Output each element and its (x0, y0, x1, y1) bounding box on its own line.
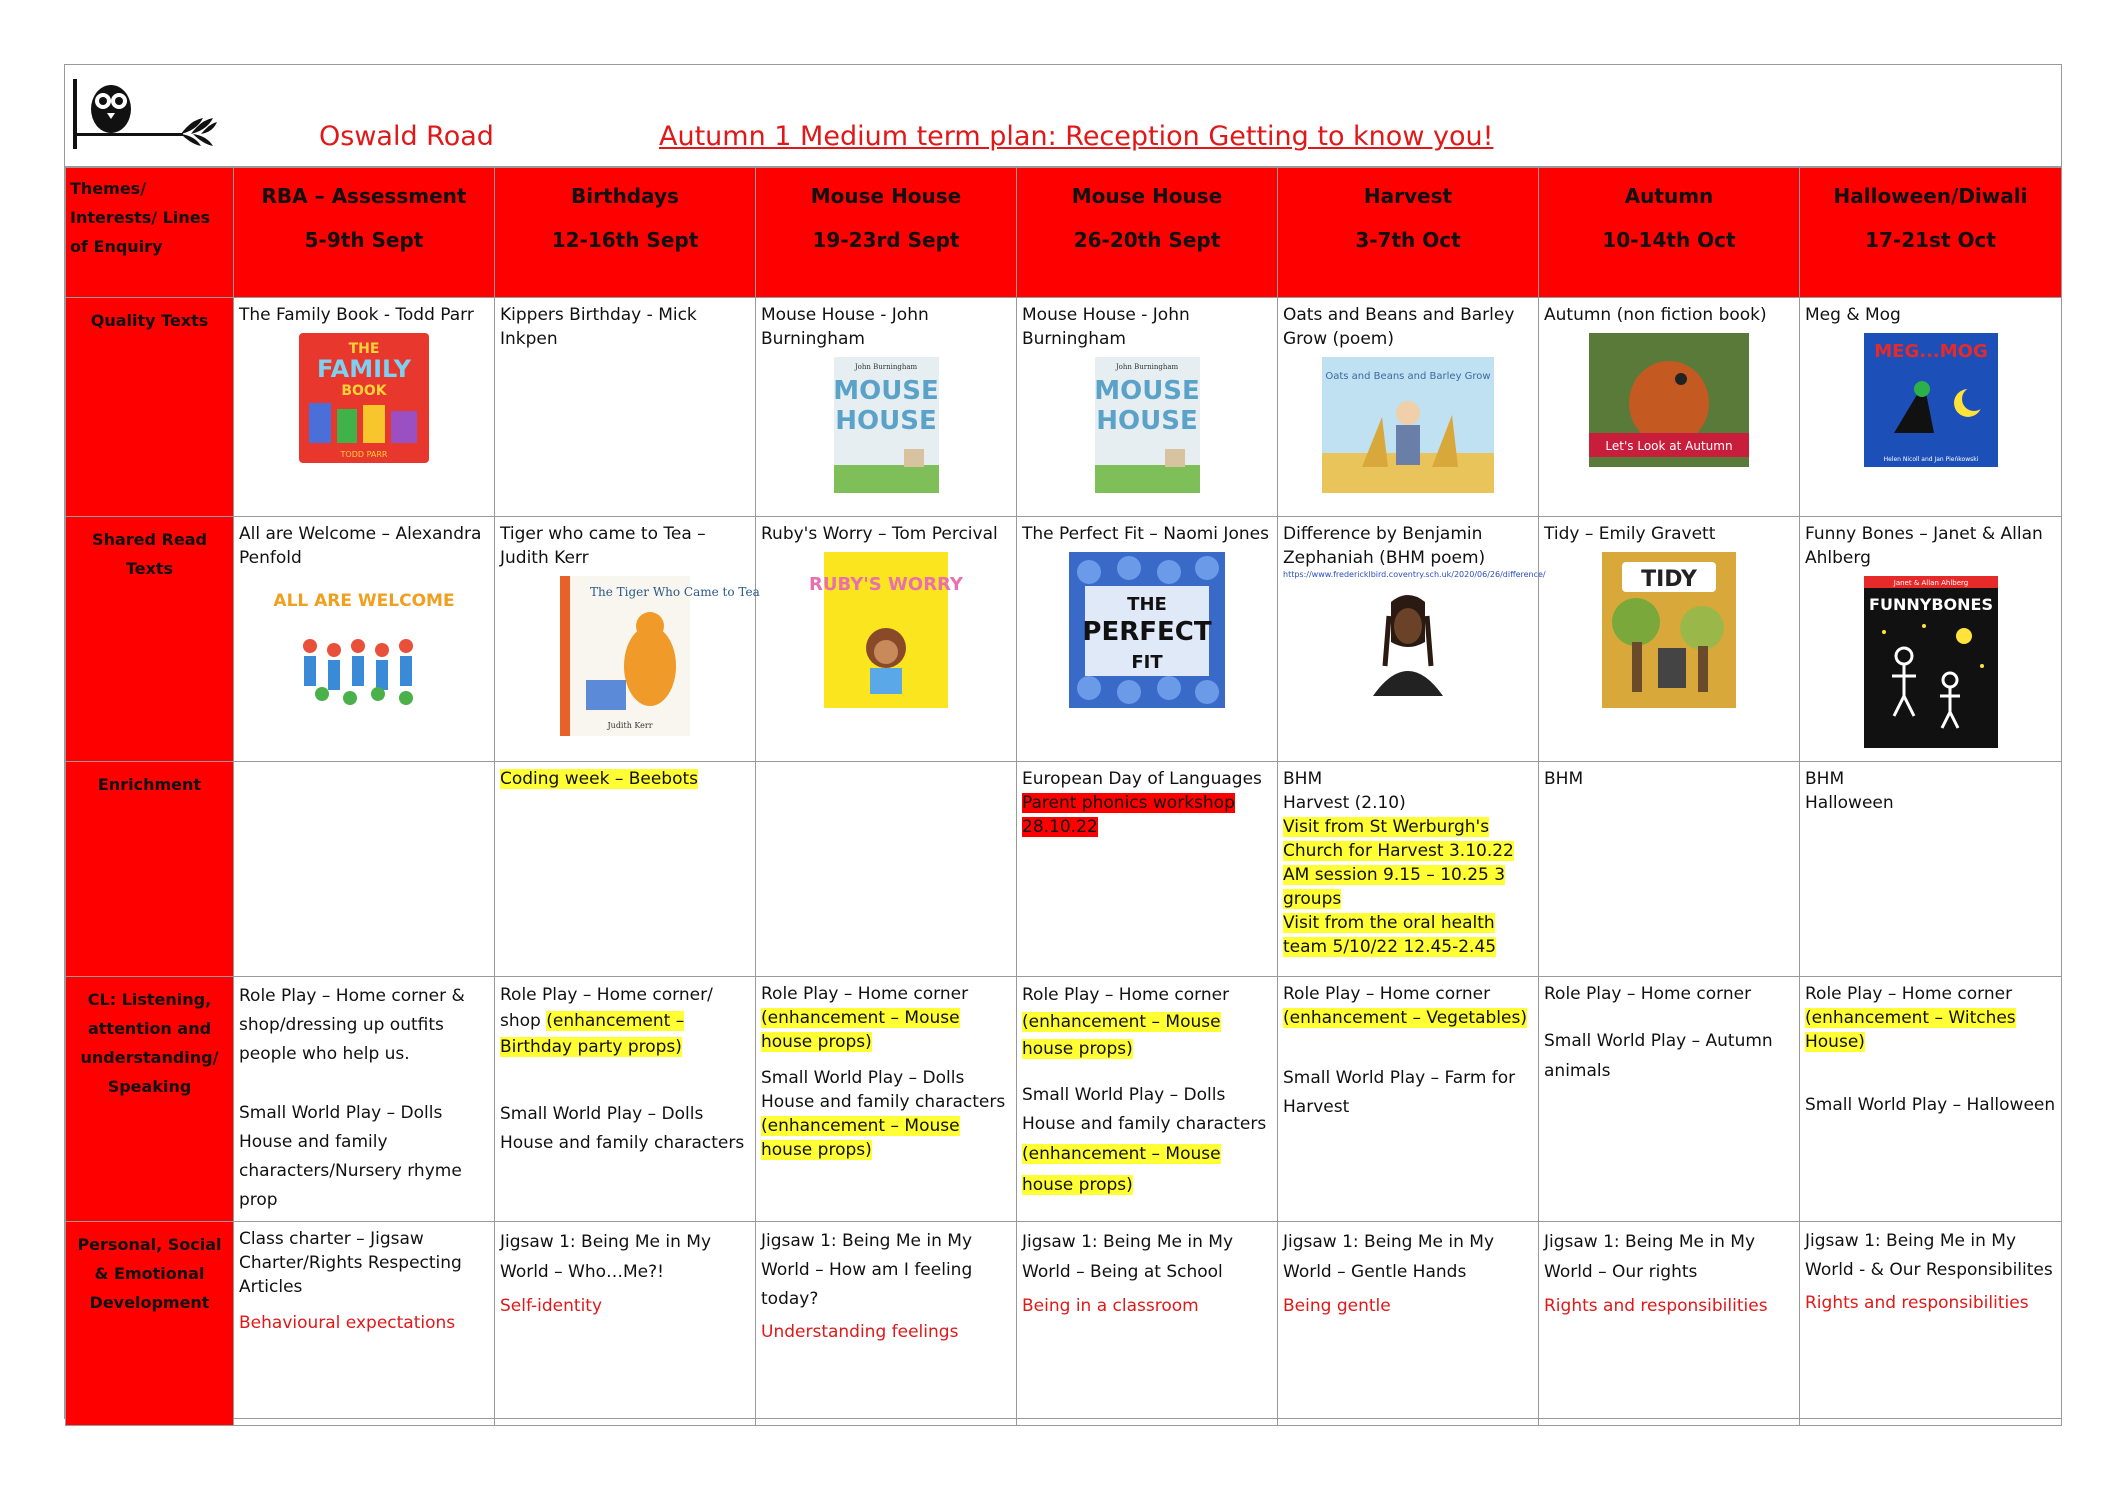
psed-text: Class charter – Jigsaw Charter/Rights Respecting Articles (239, 1229, 462, 1297)
cover-text: Oats and Beans and Barley Grow (1325, 371, 1491, 382)
cl-text: Role Play – Home corner (1544, 984, 1752, 1004)
shared-texts-row (66, 517, 2062, 762)
quality-text: Meg & Mog (1805, 305, 1901, 325)
benjamin-zephaniah-portrait-image (1363, 586, 1453, 696)
shared-text-cell (756, 517, 1017, 762)
cl-cell (1800, 977, 2062, 1222)
psed-text: Jigsaw 1: Being Me in My World – Being at School (1022, 1232, 1234, 1282)
cl-row (66, 977, 2062, 1222)
week-header-2 (495, 168, 756, 298)
quality-text-cell (1800, 298, 2062, 517)
quality-text: Mouse House - John Burningham (1022, 305, 1190, 349)
psed-cell (1278, 1222, 1539, 1426)
week-theme: Harvest (1363, 184, 1453, 208)
cl-text: Role Play – Home corner (1022, 985, 1230, 1005)
autumn-cover-image (1589, 333, 1749, 467)
cl-text: Role Play – Home corner (1805, 984, 2013, 1004)
cover-text: HOUSE (1095, 406, 1198, 436)
week-date: 5-9th Sept (304, 228, 424, 252)
shared-text: Tidy – Emily Gravett (1544, 524, 1716, 544)
shared-text: All are Welcome – Alexandra Penfold (239, 524, 482, 568)
shared-text: Funny Bones – Janet & Allan Ahlberg (1805, 524, 2043, 568)
highlighted-text: Visit from St Werburgh's Church for Harvest 3.10.22 AM session 9.15 – 10.25 3 groups (1283, 817, 1514, 909)
week-header-1 (234, 168, 495, 298)
enrichment-text: Halloween (1805, 793, 1894, 813)
psed-text: Jigsaw 1: Being Me in My World - & Our Responsibilites (1805, 1231, 2053, 1280)
cover-text: Let's Look at Autumn (1605, 439, 1733, 453)
cl-cell (1278, 977, 1539, 1222)
cover-text: THE (348, 341, 380, 357)
perfect-fit-cover-image (1069, 552, 1225, 708)
psed-focus: Rights and responsibilities (1805, 1293, 2029, 1313)
enrichment-text: Harvest (2.10) (1283, 793, 1406, 813)
cover-text: FUNNYBONES (1868, 595, 1993, 614)
week-theme: Autumn (1624, 184, 1714, 208)
quality-text: The Family Book - Todd Parr (239, 305, 474, 325)
enrichment-text: European Day of Languages (1022, 769, 1262, 789)
cl-cell (1539, 977, 1800, 1222)
mouse-house-cover-image (1095, 357, 1200, 493)
cover-text: Janet & Allan Ahlberg (1893, 579, 1968, 587)
cover-text: John Burningham (854, 363, 917, 371)
cl-cell (756, 977, 1017, 1222)
psed-focus: Behavioural expectations (239, 1313, 456, 1333)
week-header-4 (1017, 168, 1278, 298)
quality-text: Oats and Beans and Barley Grow (poem) (1283, 305, 1515, 349)
cl-cell (234, 977, 495, 1222)
row-label-quality: Quality Texts (66, 298, 234, 517)
quality-text-cell (1278, 298, 1539, 517)
quality-text-cell (1017, 298, 1278, 517)
highlighted-text: (enhancement – Witches House) (1805, 1008, 2016, 1052)
cover-text: The Tiger Who Came to Tea (590, 585, 760, 599)
psed-text: Jigsaw 1: Being Me in My World – Gentle Hands (1283, 1232, 1495, 1282)
psed-text: Jigsaw 1: Being Me in My World – Our rights (1544, 1232, 1756, 1282)
cover-text: ALL ARE WELCOME (273, 591, 455, 611)
enrichment-text: BHM (1544, 769, 1584, 789)
shared-text: Ruby's Worry – Tom Percival (761, 524, 998, 544)
week-theme: RBA – Assessment (261, 184, 467, 208)
week-header-3 (756, 168, 1017, 298)
quality-text: Kippers Birthday - Mick Inkpen (500, 305, 697, 349)
cover-text: MOUSE (1093, 376, 1200, 406)
highlighted-text: (enhancement – Mouse house props) (1022, 1144, 1221, 1195)
psed-focus: Rights and responsibilities (1544, 1296, 1768, 1316)
cover-text: HOUSE (834, 406, 937, 436)
quality-text-cell (495, 298, 756, 517)
week-date: 10-14th Oct (1602, 228, 1736, 252)
psed-cell (234, 1222, 495, 1426)
psed-cell (756, 1222, 1017, 1426)
shared-text-cell (495, 517, 760, 762)
highlighted-text: Coding week – Beebots (500, 769, 699, 789)
funnybones-cover-image (1864, 576, 1998, 748)
week-header-6 (1539, 168, 1800, 298)
cover-text: RUBY'S WORRY (809, 574, 963, 595)
cl-text: Small World Play – Halloween (1805, 1095, 2056, 1115)
psed-focus: Being gentle (1283, 1296, 1391, 1316)
cl-text: Small World Play – Dolls House and family characters (1022, 1085, 1267, 1134)
cover-text: FIT (1131, 652, 1163, 673)
enrichment-cell (1539, 762, 1800, 977)
highlighted-text: (enhancement – Mouse house props) (761, 1008, 960, 1052)
cover-text: BOOK (341, 383, 387, 399)
owl-logo-icon (71, 73, 221, 153)
cl-cell (1017, 977, 1278, 1222)
mouse-house-cover-image (834, 357, 939, 493)
shared-text-cell (1017, 517, 1278, 762)
cover-text: TIDY (1641, 567, 1697, 592)
row-label-themes: Themes/ Interests/ Lines of Enquiry (66, 168, 234, 298)
highlighted-text: (enhancement – Mouse house props) (761, 1116, 960, 1160)
enrichment-cell (756, 762, 1017, 977)
psed-text: Jigsaw 1: Being Me in My World – How am I feeling today? (761, 1231, 973, 1309)
cl-text: Role Play – Home corner & shop/dressing up outfits people who help us. (239, 986, 465, 1064)
shared-text-cell (1800, 517, 2062, 762)
week-theme: Mouse House (1071, 184, 1223, 208)
enrichment-cell (1017, 762, 1278, 977)
week-header-7 (1800, 168, 2062, 298)
highlighted-text: (enhancement – Birthday party props) (500, 1011, 685, 1057)
psed-focus: Self-identity (500, 1296, 603, 1316)
enrichment-row (66, 762, 2062, 977)
highlighted-text: (enhancement – Vegetables) (1283, 1008, 1527, 1028)
psed-cell (1539, 1222, 1800, 1426)
week-date: 3-7th Oct (1355, 228, 1461, 252)
enrichment-text: BHM (1283, 769, 1323, 789)
psed-focus: Being in a classroom (1022, 1296, 1199, 1316)
cover-text: Helen Nicoll and Jan Pieńkowski (1883, 456, 1978, 463)
quality-text: Autumn (non fiction book) (1544, 305, 1767, 325)
cl-text: Role Play – Home corner/ shop (500, 985, 713, 1031)
highlighted-text: 28.10.22 (1022, 817, 1098, 837)
row-label-psed: Personal, Social & Emotional Development (66, 1222, 234, 1426)
plan-title: Autumn 1 Medium term plan: Reception Getting to know you! (659, 121, 1494, 152)
cover-text: MEG...MOG (1873, 341, 1988, 362)
shared-text-cell (1278, 517, 1546, 762)
cover-text: TODD PARR (340, 450, 388, 459)
cl-text: Small World Play – Farm for Harvest (1283, 1068, 1516, 1117)
week-theme: Mouse House (810, 184, 962, 208)
oats-beans-cover-image (1322, 357, 1494, 493)
themes-row (66, 168, 2062, 298)
tidy-cover-image (1602, 552, 1736, 708)
week-date: 12-16th Sept (551, 228, 699, 252)
quality-text: Mouse House - John Burningham (761, 305, 929, 349)
rubys-worry-cover-image (809, 552, 963, 708)
cover-text: PERFECT (1082, 617, 1212, 647)
tiger-tea-cover-image (560, 576, 760, 736)
cover-text: Judith Kerr (607, 721, 653, 730)
cover-text: THE (1127, 594, 1167, 615)
week-date: 19-23rd Sept (812, 228, 960, 252)
school-name: Oswald Road (319, 121, 494, 152)
row-label-enrichment: Enrichment (66, 762, 234, 977)
week-theme: Birthdays (571, 184, 679, 208)
document-header (65, 65, 2061, 167)
cl-text: Role Play – Home corner (1283, 984, 1491, 1004)
psed-focus: Understanding feelings (761, 1322, 959, 1342)
row-label-shared: Shared Read Texts (66, 517, 234, 762)
enrichment-cell (234, 762, 495, 977)
shared-text: Tiger who came to Tea – Judith Kerr (500, 524, 706, 568)
plan-table (65, 167, 2062, 1426)
enrichment-text: BHM (1805, 769, 1845, 789)
enrichment-cell (1800, 762, 2062, 977)
all-are-welcome-cover-image (273, 576, 455, 726)
week-date: 17-21st Oct (1865, 228, 1996, 252)
psed-row (66, 1222, 2062, 1426)
family-book-cover-image (299, 333, 429, 463)
quality-text-cell (1539, 298, 1800, 517)
cover-text: MOUSE (832, 376, 939, 406)
enrichment-cell (495, 762, 756, 977)
highlighted-text: Visit from the oral health team 5/10/22 12.45-2.45 (1283, 913, 1497, 957)
row-label-cl: CL: Listening, attention and understanding/ Speaking (66, 977, 234, 1222)
cover-text: FAMILY (317, 355, 411, 383)
psed-cell (1800, 1222, 2062, 1426)
cl-text: Small World Play – Dolls House and family characters (761, 1068, 1006, 1112)
psed-text: Jigsaw 1: Being Me in My World – Who…Me?! (500, 1232, 712, 1282)
shared-text: Difference by Benjamin Zephaniah (BHM poem) (1283, 524, 1486, 568)
highlighted-text: (enhancement – Mouse house props) (1022, 1012, 1221, 1059)
cl-text: Small World Play – Dolls House and family characters (500, 1104, 745, 1153)
meg-mog-cover-image (1864, 333, 1998, 467)
quality-text-cell (756, 298, 1017, 517)
week-header-5 (1278, 168, 1539, 298)
shared-text: The Perfect Fit – Naomi Jones (1022, 524, 1269, 544)
quality-text-cell (234, 298, 495, 517)
psed-cell (495, 1222, 756, 1426)
cl-text: Small World Play – Autumn animals (1544, 1031, 1773, 1081)
cover-text: John Burningham (1115, 363, 1178, 371)
difference-poem-link[interactable]: https://www.fredericklbird.coventry.sch.uk/2020/06/26/difference/ (1283, 570, 1546, 579)
shared-text-cell (234, 517, 495, 762)
plan-document (64, 64, 2062, 1419)
highlighted-text: Parent phonics workshop (1022, 793, 1235, 813)
enrichment-cell (1278, 762, 1539, 977)
week-date: 26-20th Sept (1073, 228, 1221, 252)
psed-cell (1017, 1222, 1278, 1426)
cl-text: Small World Play – Dolls House and family characters/Nursery rhyme prop (239, 1103, 462, 1210)
cl-text: Role Play – Home corner (761, 984, 969, 1004)
shared-text-cell (1539, 517, 1800, 762)
cl-cell (495, 977, 756, 1222)
quality-texts-row (66, 298, 2062, 517)
week-theme: Halloween/Diwali (1833, 184, 2028, 208)
